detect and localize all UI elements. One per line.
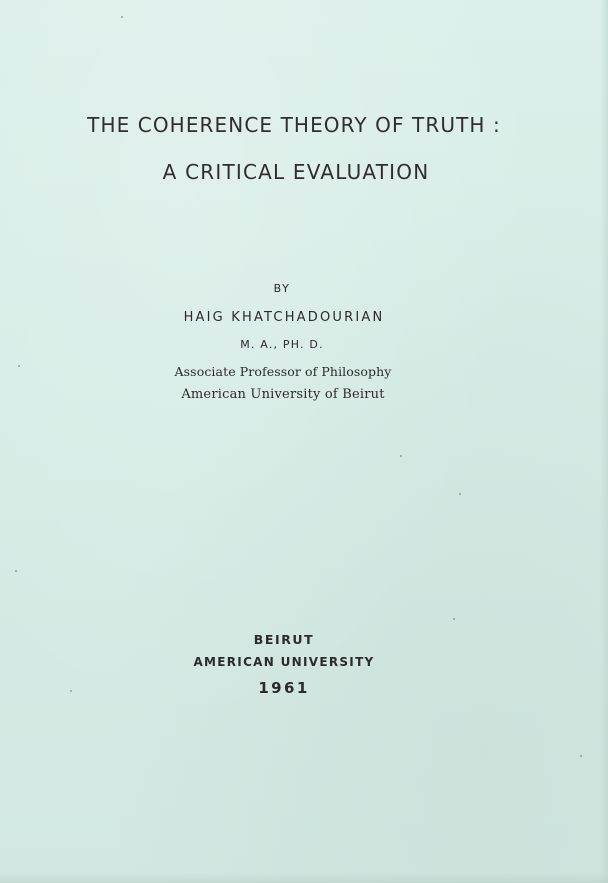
publisher-name: AMERICAN UNIVERSITY xyxy=(193,655,375,669)
author-degrees: M. A., PH. D. xyxy=(240,338,324,351)
paper-speck xyxy=(121,16,123,18)
paper-speck xyxy=(580,755,582,757)
paper-speck xyxy=(15,570,17,572)
book-title-line-2: A CRITICAL EVALUATION xyxy=(162,160,430,184)
paper-speck xyxy=(400,455,402,457)
author-institution: American University of Beirut xyxy=(181,387,385,402)
author-name: HAIG KHATCHADOURIAN xyxy=(183,310,385,325)
author-position: Associate Professor of Philosophy xyxy=(174,364,392,379)
paper-speck xyxy=(453,618,455,620)
publication-city: BEIRUT xyxy=(253,632,315,647)
book-title-line-1: THE COHERENCE THEORY OF TRUTH : xyxy=(87,113,501,137)
paper-edge-shadow-right xyxy=(600,0,608,883)
paper-speck xyxy=(459,493,461,495)
byline-label: BY xyxy=(273,282,291,295)
paper-edge-shadow-bottom xyxy=(0,873,608,883)
publication-year: 1961 xyxy=(258,679,310,697)
